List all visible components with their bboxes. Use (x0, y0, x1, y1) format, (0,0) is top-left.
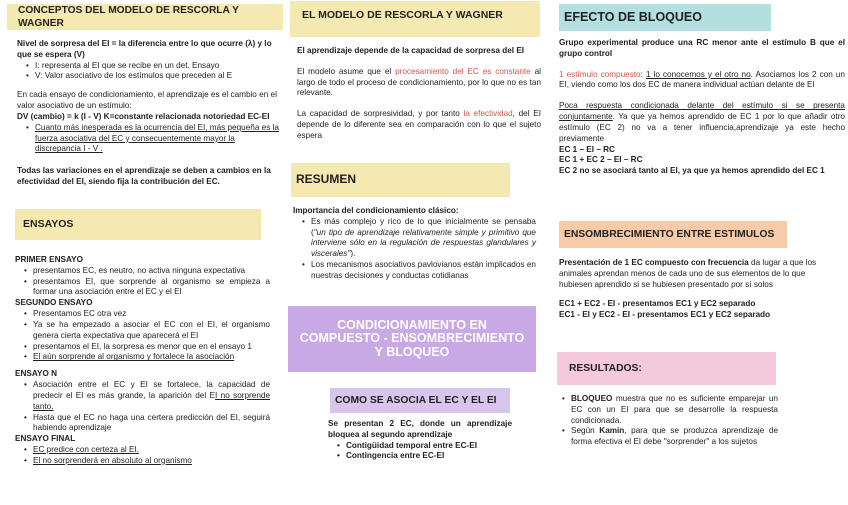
text-span: Kamin (599, 426, 625, 436)
resultados-list (561, 394, 778, 448)
trial-text: En cada ensayo de condicionamiento, el aprendizaje es el cambio en el valor asociativo de un estímulo: (17, 90, 277, 111)
formula-list (17, 123, 279, 155)
asocia-lead: Se presentan 2 EC, donde un aprendizaje bloquea al segundo aprendizaje (328, 419, 512, 439)
list-item: • Presentamos EC otra vez (23, 309, 270, 320)
modelo-body (297, 46, 541, 142)
primer-label: PRIMER ENSAYO (15, 255, 83, 264)
header-resultados (557, 352, 776, 385)
n-item1-b: I no sorprende tanto. (33, 390, 270, 411)
resultados-body (561, 394, 778, 448)
text-span: . Asociamos los 2 con un EI, viendo como los dos EC de manera individual actúan delante de EI (559, 69, 845, 90)
text-span: da lugar a que los animales aprendan menos de cada uno de sus elementos de lo que hubiesen aprendido si se hubiesen presentado por sí solos (559, 258, 817, 289)
n-label: ENSAYO N (15, 369, 58, 379)
enso-line: EC1 - EI y EC2 - EI - presentamos EC1 y EC2 separado (559, 310, 771, 320)
list-item: • V: Valor asociativo de los estímulos que preceden al E (25, 71, 279, 82)
list-item (301, 217, 536, 260)
header-ensombrecimiento-title: ENSOMBRECIMIENTO ENTRE ESTIMULOS (564, 228, 775, 240)
header-modelo (290, 1, 540, 37)
text-span: La capacidad de sorpresividad, y por tanto (297, 109, 464, 119)
conceptos-body (17, 39, 279, 188)
final-label: ENSAYO FINAL (15, 434, 76, 444)
list-item: • Cuanto más inesperada es la ocurrencia del EI, más pequeña es la fuerza asociativa del EC y consecuentemente mayor la discrepancia I - V . (25, 123, 279, 155)
enso-line: EC1 + EC2 - EI - presentamos EC1 y EC2 separado (559, 299, 756, 309)
text-span: , para que se produzca aprendizaje de forma efectiva el EI debe "sorprender" a los sujetos (571, 426, 778, 447)
ensayos-body (15, 255, 270, 467)
header-asocia-title: COMO SE ASOCIA EL EC Y EL EI (335, 394, 497, 406)
highlight-procesamiento: procesamiento del EC es constante (395, 66, 531, 76)
text-span: : (640, 69, 646, 79)
text-span: Es más complejo y rico de lo que inicialmente se pensaba ( (311, 216, 536, 237)
list-item: • Contigüidad temporal entre EC-EI (336, 441, 512, 452)
text-span: BLOQUEO (571, 394, 613, 403)
header-modelo-title: EL MODELO DE RESCORLA Y WAGNER (302, 9, 503, 21)
text-span: ). (350, 249, 356, 259)
resumen-list (293, 217, 536, 282)
bloqueo-paragraph-2 (559, 101, 845, 144)
banner-compuesto-title: CONDICIONAMIENTO EN COMPUESTO - ENSOMBRECIMIENTO Y BLOQUEO (299, 317, 525, 359)
list-item: • presentamos el EI, la sorpresa es menor que en el ensayo 1 (23, 342, 270, 353)
enso-lead (559, 258, 827, 290)
modelo-paragraph-2 (297, 109, 541, 141)
header-asocia (330, 388, 510, 413)
text-span: 1 lo conocemos y el otro no (645, 69, 751, 79)
list-item: • EC predice con certeza al EI. (23, 445, 270, 456)
bloqueo-line: EC 1 – EI – RC (559, 144, 615, 154)
final-list (15, 445, 270, 467)
list-item (561, 394, 778, 426)
highlight-efectividad: la efectividad (463, 109, 513, 119)
list-item: • El no sorprenderá en absoluto al organismo (23, 456, 270, 467)
n-item1-a: Asociación entre el EC y EI se fortalece, la capacidad de predecir el EI es más grande, la aparición del E (33, 380, 270, 400)
resumen-body (293, 206, 536, 282)
bold-paragraph: Todas las variaciones en el aprendizaje se deben a cambios en la efectividad del EI, siendo fija la contribución del EC. (17, 166, 271, 187)
list-item: • I: representa al EI que se recibe en un det. Ensayo (25, 61, 279, 72)
list-item (561, 426, 778, 448)
text-span: Según (571, 426, 600, 436)
modelo-paragraph-1 (297, 67, 541, 99)
header-resultados-title: RESULTADOS: (569, 362, 642, 374)
banner-compuesto (288, 306, 536, 372)
n-list (15, 380, 270, 434)
def-line: Nivel de sorpresa del EI = la diferencia entre lo que ocurre (λ) y lo que se espera (V) (17, 39, 272, 59)
bloqueo-paragraph-1 (559, 70, 845, 92)
bloqueo-line: EC 1 + EC 2 – EI – RC (559, 155, 643, 165)
header-ensayos-title: ENSAYOS (23, 217, 74, 230)
header-bloqueo-title: EFECTO DE BLOQUEO (564, 10, 702, 25)
text-span: Presentación de 1 EC compuesto con frecuencia (559, 258, 749, 267)
list-item: • El aún sorprende al organismo y fortalece la asociación (23, 352, 270, 363)
list-item: • Los mecanismos asociativos pavlovianos están implicados en nuestras decisiones y conductas cotidianas (301, 260, 536, 282)
header-bloqueo (559, 4, 771, 31)
list-item: • Ya se ha empezado a asociar el EC con el EI, el organismo genera cierta expectativa que aparecerá el EI (23, 320, 270, 342)
header-ensayos (15, 209, 261, 240)
list-item: • Contingencia entre EC-EI (336, 451, 512, 462)
ensombrecimiento-body (559, 258, 827, 321)
list-item (23, 380, 270, 412)
header-ensombrecimiento (559, 221, 787, 248)
header-conceptos (7, 4, 283, 30)
header-conceptos-title: CONCEPTOS DEL MODELO DE RESCORLA Y WAGNER (18, 4, 239, 29)
def-list (17, 61, 279, 83)
text-span: muestra que no es suficiente emparejar un EC con un EI para que se desarrolle la respuesta condicionada. (571, 394, 778, 425)
text-span: Poca respuesta condicionada delante del estímulo si se presenta conjuntamente (559, 101, 845, 122)
text-span: . Ya que ya hemos aprendido de EC 1 por lo que añadir otro estímulo (EC 2) no va a tener influencia,aprendizaje ya este hecho previamente (559, 112, 845, 143)
header-resumen (291, 163, 510, 197)
text-span: al largo de todo el proceso de condicionamiento, por lo que no es tan relevante. (297, 66, 541, 98)
modelo-lead: El aprendizaje depende de la capacidad de sorpresa del EI (297, 46, 525, 55)
segundo-list (15, 309, 270, 363)
resumen-lead: Importancia del condicionamiento clásico: (293, 206, 459, 215)
bloqueo-lead: Grupo experimental produce una RC menor ante el estímulo B que el grupo control (559, 38, 845, 58)
text-span: , del EI depende de lo diferente sea en comparación con lo que el sujeto espera (297, 109, 541, 140)
list-item: • presentamos EI, que sorprende al organismo se empieza a formar una asociación entre el EC y el EI (23, 277, 270, 299)
highlight-compuesto: 1 estímulo compuesto (559, 69, 641, 79)
header-resumen-title: RESUMEN (296, 172, 357, 187)
list-item: • Hasta que el EC no haga una certera predicción del EI, seguirá habiendo aprendizaje (23, 413, 270, 435)
formula: DV (cambio) = k (I - V) K=constante relacionada notoriedad EC-EI (17, 111, 270, 121)
segundo-label: SEGUNDO ENSAYO (15, 298, 93, 308)
text-span: El modelo asume que el (297, 66, 396, 76)
asocia-body (328, 419, 512, 462)
bloqueo-line: EC 2 no se asociará tanto al EI, ya que ya hemos aprendido del EC 1 (559, 166, 825, 176)
list-item: • presentamos EC, es neutro, no activa ninguna expectativa (23, 266, 270, 277)
bloqueo-body (559, 38, 845, 177)
primer-list (15, 266, 270, 298)
quote: "un tipo de aprendizaje relativamente simple y primitivo que interviene sólo en la regulación de respuestas glandulares y viscerales" (311, 227, 536, 259)
asocia-list (328, 441, 512, 463)
